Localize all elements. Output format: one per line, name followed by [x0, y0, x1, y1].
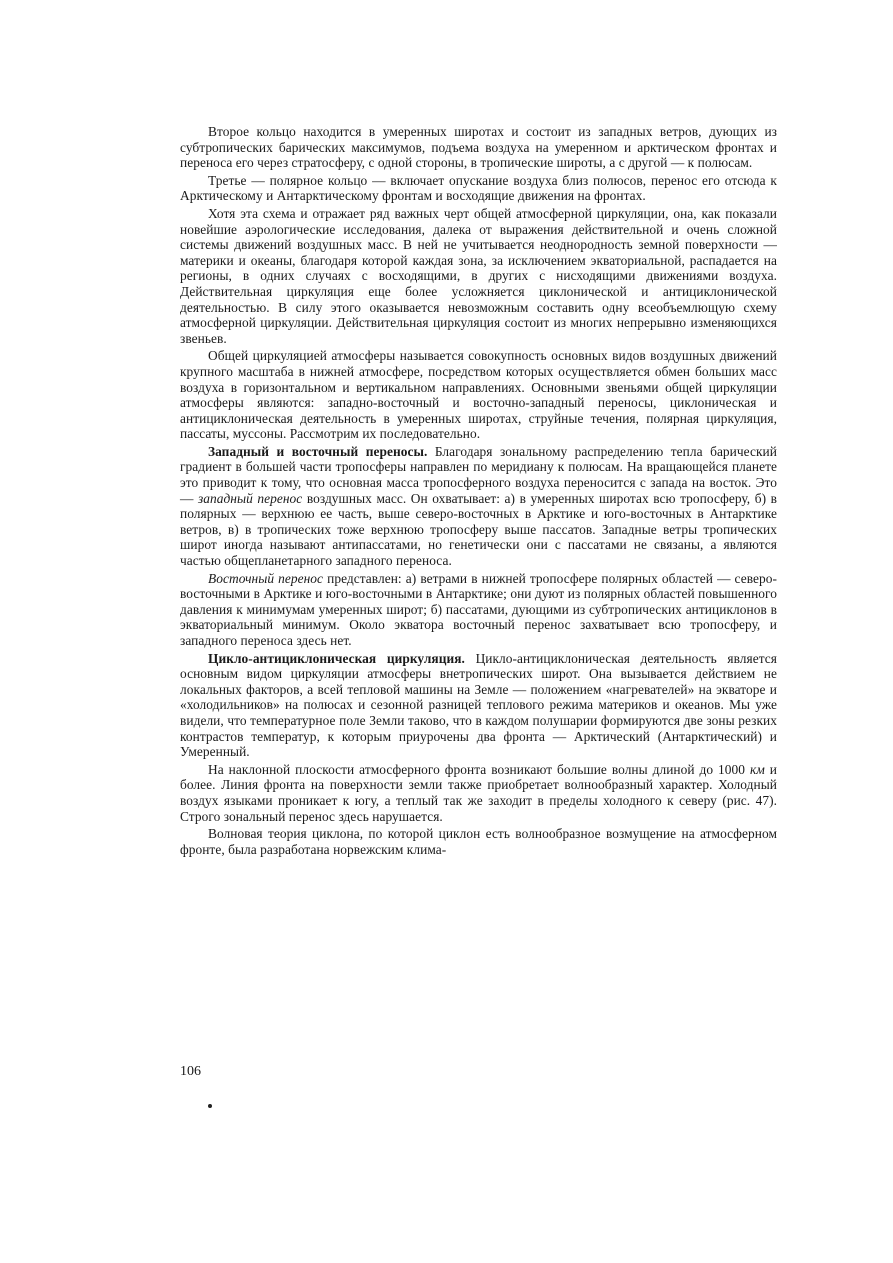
paragraph-text-start: На наклонной плоскости атмосферного фронта возникают большие волны длиной до 1000 — [208, 761, 750, 777]
paragraph-general-circulation — [180, 348, 777, 442]
paragraph-scheme-limits — [180, 206, 777, 346]
paragraph-text: Хотя эта схема и отражает ряд важных черт общей атмосферной циркуляции, она, как показали новейшие аэрологические исследования, далека от выражения действительной и очень сложной системы движений воздушных масс. В ней не учитывается неоднородность земной поверхности — материки и океаны, благодаря которой каждая зона, за исключением экваториальной, распадается на регионы, в одних случаях с восходящими, в других с нисходящими движениями воздуха. Действительная циркуляция еще более усложняется циклонической и антициклонической деятельностью. В силу этого оказывается невозможным составить одну всеобъемлющую схему атмосферной циркуляции. Действительная циркуляция состоит из многих непрерывно изменяющихся звеньев. — [180, 205, 777, 346]
paragraph-text: Третье — полярное кольцо — включает опускание воздуха близ полюсов, перенос его отсюда к Арктическому и Антарктическому фронтам и восходящие движения на фронтах. — [180, 172, 777, 204]
paragraph-text-start: Благодаря зональному распределению тепла барический градиент в большей части тропосферы направлен по меридиану к полюсам. На вращающейся планете это приводит к тому, что основная масса тропосферного воздуха переносится с запада на восток. Это — — [180, 443, 777, 506]
paragraph-text: Волновая теория циклона, по которой циклон есть волнообразное возмущение на атмосферном фронте, была разработана норвежским клима- — [180, 826, 777, 857]
paragraph-second-ring — [180, 124, 777, 171]
paragraph-third-ring — [180, 173, 777, 204]
paragraph-cyclone-anticyclone — [180, 651, 777, 760]
paragraph-text: представлен: а) ветрами в нижней тропосфере полярных областей — северо-восточными в Арктике и юго-восточными в Антарктике; они дуют из полярных областей повышенного давления к минимумам умеренных широт; б) пассатами, дующими из субтропических антициклонов в экваториальный минимум. Около экватора восточный перенос захватывает всю тропосферу, и западного переноса здесь нет. — [180, 570, 777, 648]
paragraph-italic-term: западный перенос — [197, 490, 303, 506]
paragraph-text: Цикло-антициклоническая деятельность является основным видом циркуляции атмосферы внетропических широт. Она вызывается действием не локальных факторов, а всей тепловой машины на Земле — положением «нагревателей» на экваторе и «холодильников» на полюсах и сезонной разницей теплового режима материков и океанов. Мы уже видели, что температурное поле Земли таково, что в каждом полушарии формируются две зоны резких контрастов температур, к которым приурочены два фронта — Арктический (Антарктический) и Умеренный. — [180, 650, 777, 760]
scan-speck-dot — [208, 1104, 212, 1108]
paragraph-front-waves — [180, 762, 777, 824]
paragraph-text: Второе кольцо находится в умеренных широтах и состоит из западных ветров, дующих из субтропических барических максимумов, подъема воздуха на умеренном и арктическом фронтах и переноса его через стратосферу, с одной стороны, в тропические широты, а с другой — к полюсам. — [180, 124, 777, 171]
paragraph-eastern-transfer — [180, 571, 777, 649]
paragraph-italic-heading: Восточный перенос — [208, 570, 324, 586]
paragraph-italic-unit: км — [749, 761, 765, 777]
paragraph-wave-theory — [180, 826, 777, 857]
page-number: 106 — [180, 1064, 201, 1079]
paragraph-western-eastern-transfer — [180, 444, 777, 569]
paragraph-heading: Западный и восточный переносы. — [208, 443, 428, 459]
paragraph-text: воздушных масс. Он охватывает: а) в умеренных широтах всю тропосферу, б) в полярных — верхнюю ее часть, выше северо-восточных в Арктике и юго-восточных в Антарктике ветров, в) в тропических тоже верхнюю тропосферу выше пассатов. Западные ветры тропических широт иногда называют антипассатами, но генетически они с пассатами не связаны, а являются частью общепланетарного западного переноса. — [180, 490, 777, 569]
paragraph-heading: Цикло-антициклоническая циркуляция. — [208, 650, 465, 666]
page-body — [180, 124, 777, 857]
paragraph-text: и более. Линия фронта на поверхности земли также приобретает волнообразный характер. Холодный воздух языками проникает к югу, а теплый так же заходит в пределы холодного к северу (рис. 47). Строго зональный перенос здесь нарушается. — [180, 761, 777, 824]
paragraph-text: Общей циркуляцией атмосферы называется совокупность основных видов воздушных движений крупного масштаба в нижней атмосфере, посредством которых осуществляется обмен больших масс воздуха в горизонтальном и вертикальном направлениях. Основными звеньями общей циркуляции атмосферы являются: западно-восточный и восточно-западный переносы, циклоническая и антициклоническая деятельность в умеренных широтах, струйные течения, полярная циркуляция, пассаты, муссоны. Рассмотрим их последовательно. — [180, 348, 777, 442]
